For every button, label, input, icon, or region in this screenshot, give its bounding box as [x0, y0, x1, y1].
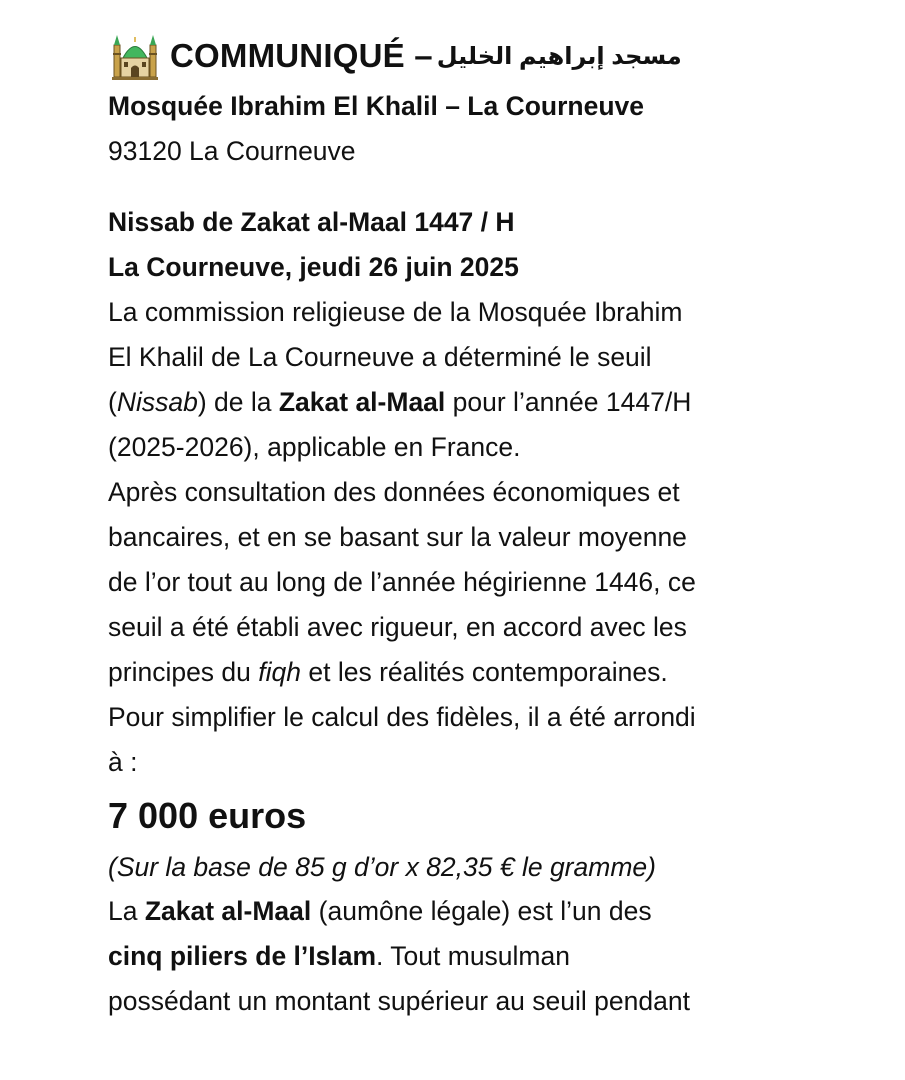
para2-line3: de l’or tout au long de l’année hégirienne 1446, ce: [108, 567, 696, 597]
fiqh-term: fiqh: [258, 657, 301, 687]
spacer: [108, 174, 868, 200]
zakat-term: Zakat al-Maal: [278, 387, 446, 417]
text: et les réalités contemporaines.: [301, 657, 668, 687]
address: 93120 La Courneuve: [108, 136, 356, 166]
text: pour l’année 1447/H: [445, 387, 692, 417]
text: . Tout musulman: [376, 941, 570, 971]
nissab-term: Nissab: [116, 387, 198, 417]
para1-line1: La commission religieuse de la Mosquée Ibrahim: [108, 297, 683, 327]
nissab-amount: 7 000 euros: [108, 795, 307, 836]
para2-line1: Après consultation des données économiques et: [108, 477, 680, 507]
text: La: [108, 896, 145, 926]
communique-document: [108, 30, 868, 1024]
pillars-term: cinq piliers de l’Islam: [108, 941, 377, 971]
para2-line2: bancaires, et en se basant sur la valeur moyenne: [108, 522, 687, 552]
para1-line4: (2025-2026), applicable en France.: [108, 432, 521, 462]
para3-line3: possédant un montant supérieur au seuil pendant: [108, 986, 690, 1016]
para1-line2: El Khalil de La Courneuve a déterminé le seuil: [108, 342, 652, 372]
para2-line7: à :: [108, 747, 138, 777]
para3-line2: [108, 934, 868, 979]
title-row: [108, 30, 868, 82]
title-arabic: مسجد إبراهيم الخليل: [436, 42, 682, 70]
mosque-icon: [110, 31, 160, 81]
amount-note: (Sur la base de 85 g d’or x 82,35 € le gramme): [108, 852, 656, 882]
text: principes du: [108, 657, 259, 687]
text: ) de la: [197, 387, 279, 417]
para2-line6: Pour simplifier le calcul des fidèles, il a été arrondi: [108, 702, 696, 732]
place-date: La Courneuve, jeudi 26 juin 2025: [108, 252, 519, 282]
mosque-name: Mosquée Ibrahim El Khalil – La Courneuve: [108, 91, 645, 121]
text: (: [108, 387, 117, 417]
para3-line1: [108, 889, 868, 934]
text: (aumône légale) est l’un des: [311, 896, 652, 926]
notice-heading: Nissab de Zakat al-Maal 1447 / H: [108, 207, 515, 237]
para2-line5: [108, 650, 868, 695]
para1-line3: [108, 380, 868, 425]
para2-line4: seuil a été établi avec rigueur, en accord avec les: [108, 612, 687, 642]
title: COMMUNIQUÉ –: [170, 37, 433, 74]
zakat-term: Zakat al-Maal: [144, 896, 312, 926]
